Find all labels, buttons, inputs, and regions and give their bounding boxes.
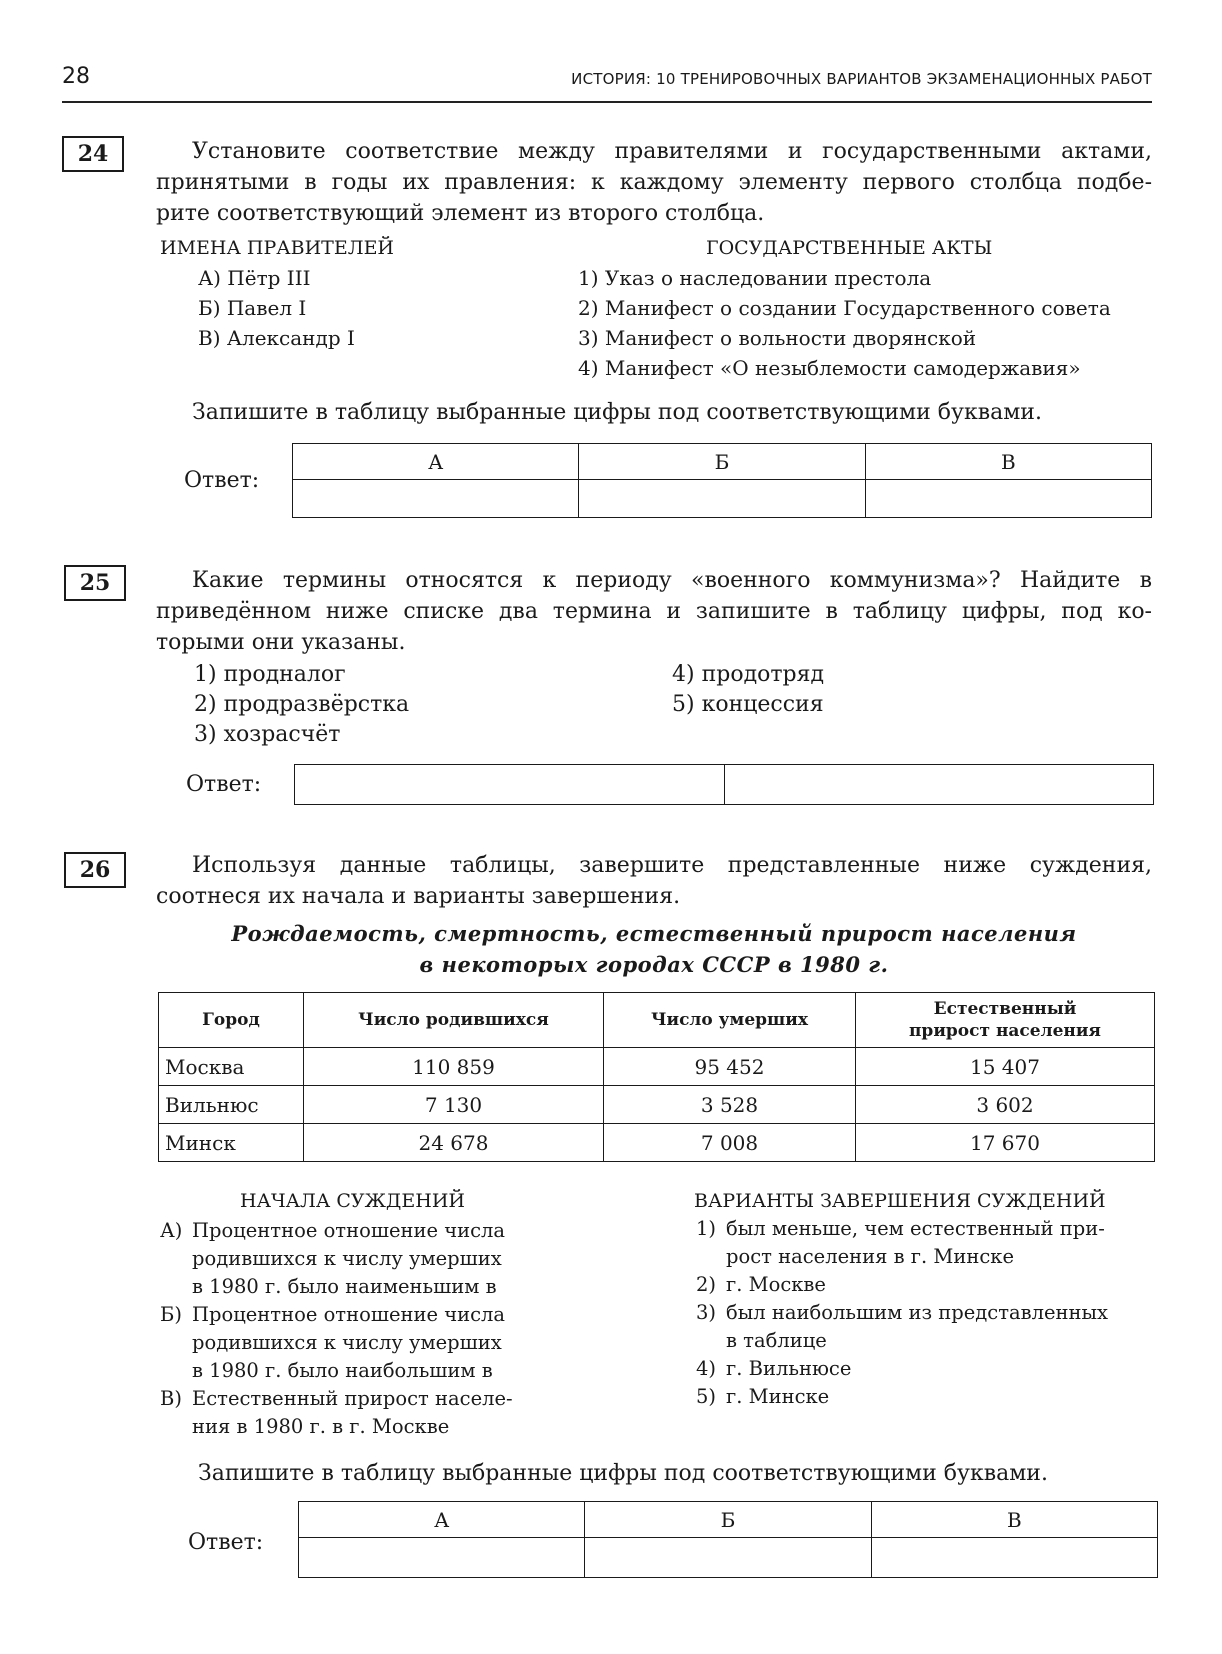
q26-line-2: соотнеся их начала и варианты завершения. xyxy=(156,884,681,909)
q26-ending-3 xyxy=(696,1299,1156,1355)
q26-ending-5 xyxy=(696,1383,1156,1411)
q26-ending-line: был меньше, чем естественный при- xyxy=(726,1217,1105,1240)
q25-text xyxy=(156,565,1152,658)
table-row xyxy=(159,1086,1155,1124)
q25-answer-table xyxy=(294,764,1154,805)
q26-text xyxy=(156,850,1152,912)
running-title: ИСТОРИЯ: 10 ТРЕНИРОВОЧНЫХ ВАРИАНТОВ ЭКЗАМЕНАЦИОННЫХ РАБОТ xyxy=(571,70,1152,88)
q26-beginning-line: родившихся к числу умерших xyxy=(192,1331,502,1354)
q24-answer-cell-b[interactable] xyxy=(579,480,865,518)
q26-ending-4 xyxy=(696,1355,1156,1383)
table-row xyxy=(159,1048,1155,1086)
q25-answer-cell-2[interactable] xyxy=(724,765,1154,805)
q26-beginning-b xyxy=(160,1301,560,1385)
q26-beginning-line: в 1980 г. было наибольшим в xyxy=(192,1359,493,1382)
q25-options-right xyxy=(672,660,824,720)
q26-ending-num: 5) xyxy=(696,1385,717,1408)
page-number: 28 xyxy=(62,64,90,89)
q25-option-5: 5) концессия xyxy=(672,692,824,717)
q24-right-heading: ГОСУДАРСТВЕННЫЕ АКТЫ xyxy=(706,237,993,259)
q26-cell-births: 24 678 xyxy=(304,1124,604,1162)
q24-act-2: 2) Манифест о создании Государственного совета xyxy=(578,296,1111,320)
q24-answer-header-b: Б xyxy=(579,444,865,480)
q25-option-4: 4) продотряд xyxy=(672,662,825,687)
q26-ending-line: рост населения в г. Минске xyxy=(726,1245,1015,1268)
q24-answer-header-a: А xyxy=(293,444,579,480)
q24-answer-label: Ответ: xyxy=(184,468,260,493)
q26-beginning-a xyxy=(160,1217,560,1301)
q26-beginning-line: Процентное отношение числа xyxy=(192,1219,506,1242)
q26-right-heading: ВАРИАНТЫ ЗАВЕРШЕНИЯ СУЖДЕНИЙ xyxy=(694,1190,1106,1212)
q24-ruler-a: А) Пётр III xyxy=(198,266,311,290)
q26-cell-growth: 17 670 xyxy=(856,1124,1155,1162)
q26-table-title-line-2: в некоторых городах СССР в 1980 г. xyxy=(419,952,889,977)
q26-beginning-letter: В) xyxy=(160,1387,182,1410)
q26-table-title xyxy=(156,918,1152,980)
q26-ending-line: в таблице xyxy=(726,1329,827,1352)
q26-cell-deaths: 7 008 xyxy=(604,1124,856,1162)
q26-beginning-line: ния в 1980 г. в г. Москве xyxy=(192,1415,450,1438)
q25-option-3: 3) хозрасчёт xyxy=(194,722,341,747)
q26-cell-city: Москва xyxy=(159,1048,304,1086)
q24-instruction: Запишите в таблицу выбранные цифры под соответствующими буквами. xyxy=(192,400,1042,425)
q25-line-2: приведённом ниже списке два термина и запишите в таблицу цифры, под ко- xyxy=(156,599,1152,624)
table-row xyxy=(159,1124,1155,1162)
q26-cell-deaths: 3 528 xyxy=(604,1086,856,1124)
q26-ending-num: 3) xyxy=(696,1301,717,1324)
q25-answer-label: Ответ: xyxy=(186,772,262,797)
q25-answer-cell-1[interactable] xyxy=(295,765,725,805)
q24-act-4: 4) Манифест «О незыблемости самодержавия» xyxy=(578,356,1081,380)
q26-header-growth: Естественный прирост населения xyxy=(856,993,1155,1048)
q26-answer-table xyxy=(298,1501,1158,1578)
q26-answer-header-a: А xyxy=(299,1502,585,1538)
q26-ending-2 xyxy=(696,1271,1156,1299)
q24-text xyxy=(156,136,1152,229)
q26-ending-num: 1) xyxy=(696,1217,717,1240)
q26-header-deaths: Число умерших xyxy=(604,993,856,1048)
q25-option-1: 1) продналог xyxy=(194,662,346,687)
q26-beginning-line: родившихся к числу умерших xyxy=(192,1247,502,1270)
q26-beginnings xyxy=(160,1217,560,1441)
q24-act-3: 3) Манифест о вольности дворянской xyxy=(578,326,977,350)
q26-beginning-line: Процентное отношение числа xyxy=(192,1303,506,1326)
q26-ending-1 xyxy=(696,1215,1156,1271)
q26-beginning-letter: А) xyxy=(160,1219,183,1242)
q24-right-list xyxy=(578,263,1111,383)
question-number-26: 26 xyxy=(64,852,126,888)
q26-cell-births: 110 859 xyxy=(304,1048,604,1086)
q26-cell-births: 7 130 xyxy=(304,1086,604,1124)
q26-table-title-line-1: Рождаемость, смертность, естественный прирост населения xyxy=(231,921,1077,946)
q24-left-list xyxy=(198,263,355,353)
q24-line-1: Установите соответствие между правителями и государственными актами, xyxy=(192,139,1152,164)
q26-answer-label: Ответ: xyxy=(188,1530,264,1555)
q26-cell-city: Минск xyxy=(159,1124,304,1162)
question-number-24: 24 xyxy=(62,136,124,172)
q24-answer-table xyxy=(292,443,1152,518)
q26-answer-header-b: Б xyxy=(585,1502,871,1538)
q24-act-1: 1) Указ о наследовании престола xyxy=(578,266,932,290)
q25-options-left xyxy=(194,660,409,750)
q25-line-3: торыми они указаны. xyxy=(156,630,406,655)
q26-answer-cell-c[interactable] xyxy=(871,1538,1157,1578)
q26-line-1: Используя данные таблицы, завершите представленные ниже суждения, xyxy=(192,853,1152,878)
q26-ending-line: г. Москве xyxy=(726,1273,826,1296)
question-number-25: 25 xyxy=(64,565,126,601)
q24-answer-cell-a[interactable] xyxy=(293,480,579,518)
q24-answer-header-c: В xyxy=(865,444,1151,480)
q26-data-table xyxy=(158,992,1155,1162)
q26-instruction: Запишите в таблицу выбранные цифры под соответствующими буквами. xyxy=(198,1461,1048,1486)
q26-ending-line: был наибольшим из представленных xyxy=(726,1301,1109,1324)
q26-cell-deaths: 95 452 xyxy=(604,1048,856,1086)
q26-beginning-line: Естественный прирост населе- xyxy=(192,1387,513,1410)
q24-answer-cell-c[interactable] xyxy=(865,480,1151,518)
q24-line-2: принятыми в годы их правления: к каждому элементу первого столбца подбе- xyxy=(156,170,1152,195)
q24-ruler-b: Б) Павел I xyxy=(198,296,307,320)
q25-option-2: 2) продразвёрстка xyxy=(194,692,410,717)
q26-table-header-row xyxy=(159,993,1155,1048)
q26-beginning-c xyxy=(160,1385,560,1441)
q24-left-heading: ИМЕНА ПРАВИТЕЛЕЙ xyxy=(160,237,395,259)
q26-cell-growth: 15 407 xyxy=(856,1048,1155,1086)
q25-line-1: Какие термины относятся к периоду «военного коммунизма»? Найдите в xyxy=(192,568,1152,593)
q26-answer-header-c: В xyxy=(871,1502,1157,1538)
q26-left-heading: НАЧАЛА СУЖДЕНИЙ xyxy=(240,1190,465,1212)
q26-endings xyxy=(696,1215,1156,1411)
q26-answer-cell-a[interactable] xyxy=(299,1538,585,1578)
q26-answer-cell-b[interactable] xyxy=(585,1538,871,1578)
q26-beginning-line: в 1980 г. было наименьшим в xyxy=(192,1275,497,1298)
q26-ending-num: 2) xyxy=(696,1273,717,1296)
q26-cell-city: Вильнюс xyxy=(159,1086,304,1124)
q24-ruler-c: В) Александр I xyxy=(198,326,355,350)
q26-header-births: Число родившихся xyxy=(304,993,604,1048)
header-rule xyxy=(62,101,1152,103)
q26-ending-line: г. Минске xyxy=(726,1385,830,1408)
q26-beginning-letter: Б) xyxy=(160,1303,182,1326)
q26-header-city: Город xyxy=(159,993,304,1048)
q26-ending-line: г. Вильнюсе xyxy=(726,1357,852,1380)
q26-ending-num: 4) xyxy=(696,1357,717,1380)
q26-cell-growth: 3 602 xyxy=(856,1086,1155,1124)
q24-line-3: рите соответствующий элемент из второго столбца. xyxy=(156,201,765,226)
